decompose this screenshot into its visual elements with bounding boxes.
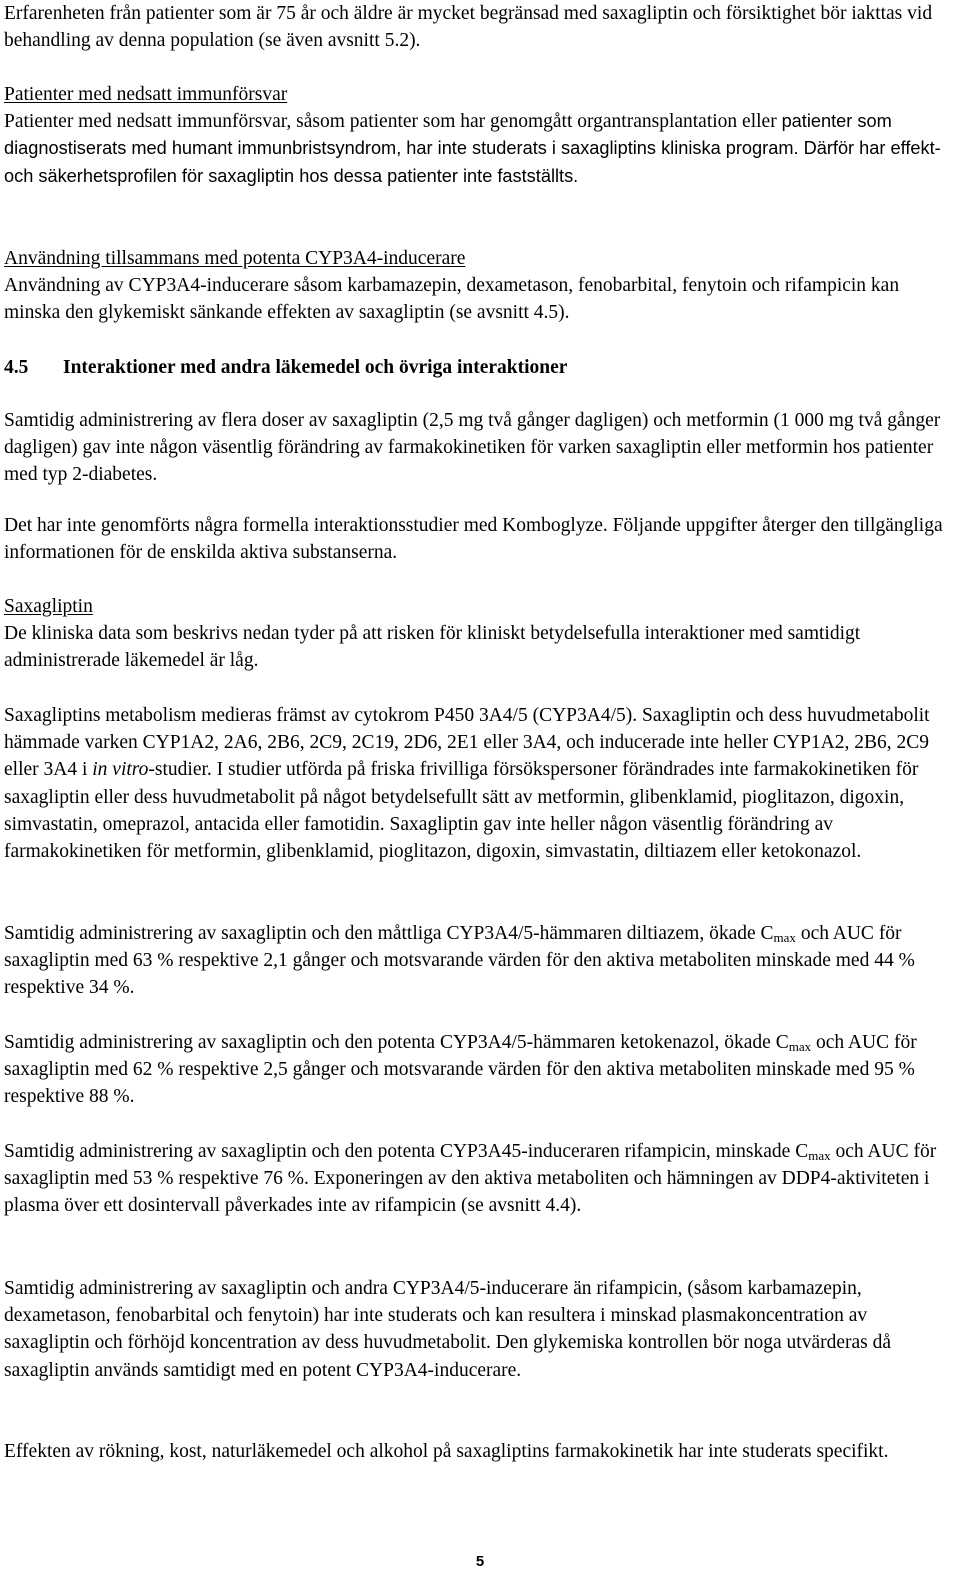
- section-number: 4.5: [4, 357, 29, 378]
- subheading-immunocompromised: Patienter med nedsatt immunförsvar: [4, 84, 288, 105]
- paragraph-diltiazem: Samtidig administrering av saxagliptin och den måttliga CYP3A4/5-hämmaren diltiazem, ökade $C_{max}$ och AUC för saxagliptin med 63 % respektive 2,1 gånger och motsvarande värden för den aktiva metaboliten minskade med 44 % respektive 34 %.: [4, 923, 915, 999]
- paragraph-rifampicin: Samtidig administrering av saxagliptin och den potenta CYP3A45-induceraren rifampicin, minskade $C_{max}$ och AUC för saxagliptin med 53 % respektive 76 %. Exponeringen av den aktiva metaboliten och hämningen av DDP4-aktiviteten i plasma över ett dosintervall påverkades inte av rifampicin (se avsnitt 4.4).: [4, 1141, 937, 1217]
- section-saxagliptin: [4, 593, 956, 675]
- paragraph-saxagliptin-intro: De kliniska data som beskrivs nedan tyder på att risken för kliniskt betydelsefulla interaktioner med samtidigt administrerade läkemedel är låg.: [4, 623, 861, 672]
- paragraph-ketoconazole: Samtidig administrering av saxagliptin och den potenta CYP3A4/5-hämmaren ketokenazol, ökade $C_{max}$ och AUC för saxagliptin med 62 % respektive 2,5 gånger och motsvarande värden för den aktiva metaboliten minskade med 95 % respektive 88 %.: [4, 1032, 917, 1108]
- paragraph-metabolism: Saxagliptins metabolism medieras främst av cytokrom P450 3A4/5 (CYP3A4/5). Saxagliptin och dess huvudmetabolit hämmade varken CYP1A2, 2A6, 2B6, 2C9, 2C19, 2D6, 2E1 eller 3A4, och inducerade inte heller CYP1A2, 2B6, 2C9 eller 3A4 i in vitro-studier. I studier utförda på friska frivilliga försökspersoner förändrades inte farmakokinetiken för saxagliptin eller dess huvudmetabolit på något betydelsefullt sätt av metformin, glibenklamid, pioglitazon, digoxin, simvastatin, omeprazol, antacida eller famotidin. Saxagliptin gav inte heller någon väsentlig förändring av farmakokinetiken för metformin, glibenklamid, pioglitazon, digoxin, simvastatin, diltiazem eller ketokonazol.: [4, 705, 930, 863]
- section-title: Interaktioner med andra läkemedel och övriga interaktioner: [63, 357, 568, 378]
- paragraph-immunocompromised: Patienter med nedsatt immunförsvar, såsom patienter som har genomgått organtransplantation eller patienter som diagnostiserats med humant immunbristsyndrom, har inte studerats i saxagliptins kliniska program. Därför har effekt- och säkerhetsprofilen för saxagliptin hos dessa patienter inte fastställts.: [4, 111, 941, 186]
- subheading-cyp3a4-inducers: Användning tillsammans med potenta CYP3A4-inducerare: [4, 248, 466, 269]
- paragraph-komboglyze: Det har inte genomförts några formella interaktionsstudier med Komboglyze. Följande uppgifter återger den tillgängliga informationen för de enskilda aktiva substanserna.: [4, 515, 943, 564]
- subheading-saxagliptin: Saxagliptin: [4, 596, 93, 617]
- page-number: 5: [475, 1553, 485, 1570]
- paragraph-elderly: Erfarenheten från patienter som är 75 år och äldre är mycket begränsad med saxagliptin och försiktighet bör iakttas vid behandling av denna population (se även avsnitt 5.2).: [4, 3, 933, 52]
- section-cyp3a4-inducers: [4, 245, 956, 327]
- section-immunocompromised: [4, 81, 956, 190]
- paragraph-other-inducers: Samtidig administrering av saxagliptin och andra CYP3A4/5-inducerare än rifampicin, (såsom karbamazepin, dexametason, fenobarbital och fenytoin) har inte studerats och kan resultera i minskad plasmakoncentration av saxagliptin och förhöjd koncentration av dess huvudmetabolit. Den glykemiska kontrollen bör noga utvärderas då saxagliptin används samtidigt med en potent CYP3A4-inducerare.: [4, 1278, 892, 1381]
- italic-in-vitro: in vitro: [92, 759, 149, 781]
- paragraph-metformin-admin: Samtidig administrering av flera doser av saxagliptin (2,5 mg två gånger dagligen) och metformin (1 000 mg två gånger dagligen) gav inte någon väsentlig förändring av farmakokinetiken för varken saxagliptin eller metformin hos patienter med typ 2-diabetes.: [4, 410, 941, 486]
- paragraph-smoking-diet: Effekten av rökning, kost, naturläkemedel och alkohol på saxagliptins farmakokinetik har inte studerats specifikt.: [4, 1441, 889, 1462]
- paragraph-cyp3a4-inducers: Användning av CYP3A4-inducerare såsom karbamazepin, dexametason, fenobarbital, fenytoin och rifampicin kan minska den glykemiskt sänkande effekten av saxagliptin (se avsnitt 4.5).: [4, 275, 900, 324]
- section-heading-4-5: [4, 354, 956, 381]
